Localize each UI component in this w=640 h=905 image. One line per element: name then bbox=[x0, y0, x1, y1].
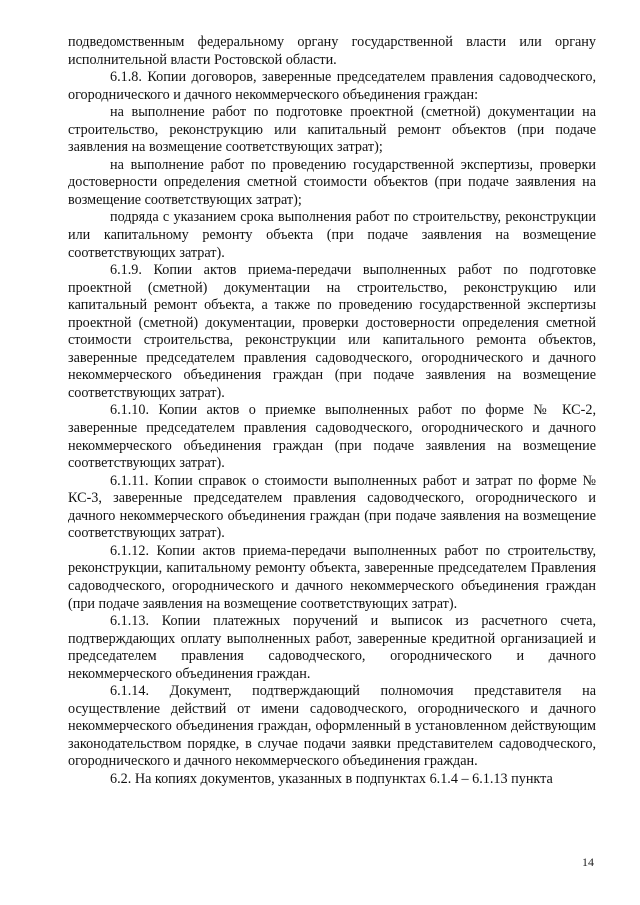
paragraph-6-1-8-item-design: на выполнение работ по подготовке проектной (сметной) документации на строительство, реконструкцию или капитальный ремонт объектов (при подаче заявления на возмещение соответствующих затрат); bbox=[68, 104, 596, 156]
paragraph-6-1-11: 6.1.11. Копии справок о стоимости выполненных работ и затрат по форме № КС-3, заверенные председателем правления садоводческого, огороднического и дачного некоммерческого объединения граждан (при подаче заявления на возмещение соответствующих затрат). bbox=[68, 472, 596, 542]
paragraph-6-1-8-item-expertise: на выполнение работ по проведению государственной экспертизы, проверки достоверности определения сметной стоимости объектов (при подаче заявления на возмещение соответствующих затрат); bbox=[68, 156, 596, 208]
paragraph-continuation: подведомственным федеральному органу государственной власти или органу исполнительной власти Ростовской области. bbox=[68, 34, 596, 68]
paragraph-6-1-14: 6.1.14. Документ, подтверждающий полномочия представителя на осуществление действий от имени садоводческого, огороднического и дачного некоммерческого объединения граждан, оформленный в установленном действующим законодательством порядке, в случае подачи заявки представителем садоводческого, огороднического и дачного некоммерческого объединения граждан. bbox=[68, 683, 596, 770]
paragraph-6-1-10: 6.1.10. Копии актов о приемке выполненных работ по форме № КС-2, заверенные председателем правления садоводческого, огороднического и дачного некоммерческого объединения граждан (при подаче заявления на возмещение соответствующих затрат). bbox=[68, 402, 596, 472]
paragraph-6-1-12: 6.1.12. Копии актов приема-передачи выполненных работ по строительству, реконструкции, капитальному ремонту объекта, заверенные председателем Правления садоводческого, огороднического и дачного некоммерческого объединения граждан (при подаче заявления на возмещение соответствующих затрат). bbox=[68, 542, 596, 612]
paragraph-6-1-13: 6.1.13. Копии платежных поручений и выписок из расчетного счета, подтверждающих оплату выполненных работ, заверенные кредитной организацией и председателем правления садоводческого, огороднического и дачного некоммерческого объединения граждан. bbox=[68, 613, 596, 682]
paragraph-6-1-8: 6.1.8. Копии договоров, заверенные председателем правления садоводческого, огороднического и дачного некоммерческого объединения граждан: bbox=[68, 69, 596, 103]
paragraph-6-2: 6.2. На копиях документов, указанных в подпунктах 6.1.4 – 6.1.13 пункта bbox=[110, 770, 553, 787]
document-body bbox=[68, 34, 596, 789]
paragraph-6-1-8-item-contract: подряда с указанием срока выполнения работ по строительству, реконструкции или капитальному ремонту объекта (при подаче заявления на возмещение соответствующих затрат). bbox=[68, 209, 596, 261]
page-number: 14 bbox=[582, 855, 594, 869]
paragraph-6-1-9: 6.1.9. Копии актов приема-передачи выполненных работ по подготовке проектной (сметной) документации на строительство, реконструкцию или капитальный ремонт объекта, а также по проведению государственной экспертизы проектной (сметной) документации, проверки достоверности определения сметной стоимости строительства, реконструкции или капитального ремонта объектов, заверенные председателем правления садоводческого, огороднического и дачного некоммерческого объединения граждан (при подаче заявления на возмещение соответствующих затрат). bbox=[68, 262, 596, 401]
